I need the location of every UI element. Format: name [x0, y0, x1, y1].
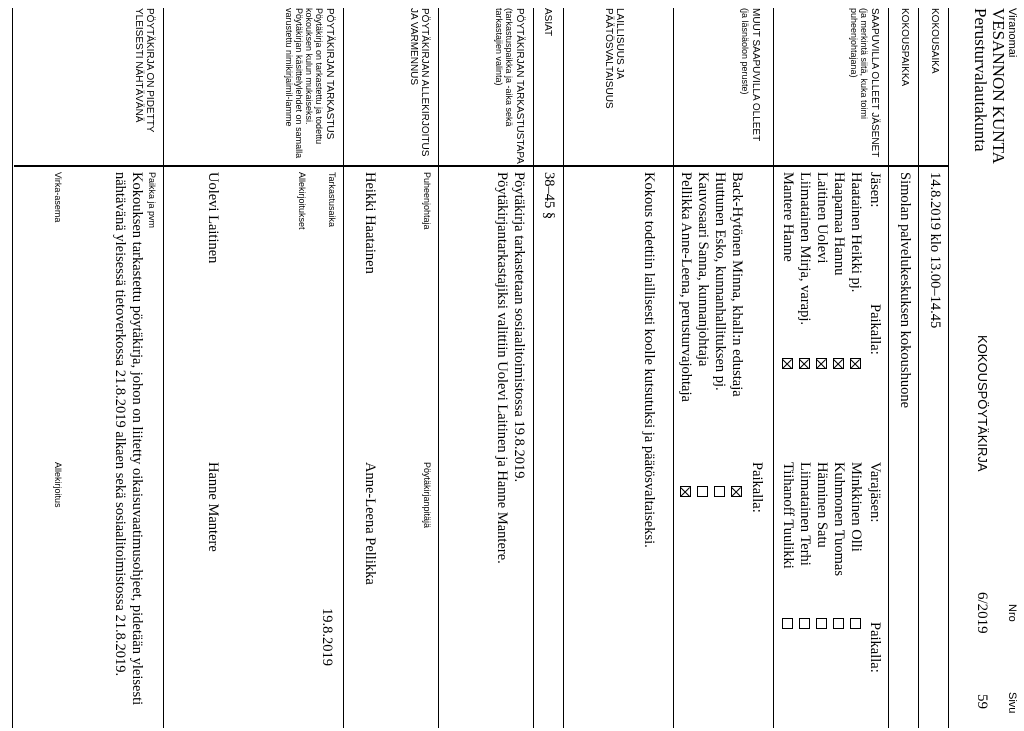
members-label: [849, 8, 880, 166]
member-present-checkbox[interactable]: [799, 358, 810, 369]
review-method-label: [494, 8, 525, 166]
secretary-role: Pöytäkirjanpitäjä: [422, 462, 432, 529]
member-name: Haatainen Heikki pj.: [848, 172, 864, 293]
deputy-present-checkbox[interactable]: [833, 618, 844, 629]
member-present-checkbox[interactable]: [833, 358, 844, 369]
document-title: KOKOUSPÖYTÄKIRJA: [975, 335, 990, 472]
deputy-col-header: Varajäsen:: [867, 462, 883, 523]
meeting-place-value: Simolan palvelukeskuksen kokoushuone: [897, 172, 913, 409]
other-attendee: Huttunen Esko, kunnanhallituksen pj.: [712, 172, 728, 391]
inspection-label-text: PÖYTÄKIRJAN TARKASTUS: [324, 8, 335, 140]
sivu-label: Sivu: [1006, 692, 1018, 714]
place-date-label: Paikka ja pvm: [147, 172, 157, 229]
other-attendee: Back-Hytönen Minna, khall:n edustaja: [729, 172, 745, 397]
deputy-present-checkbox[interactable]: [799, 618, 810, 629]
review-method-line2: Pöytäkirjantarkastajiksi valittiin Uolevi Laitinen ja Hanne Mantere.: [494, 172, 510, 564]
other-present-checkbox[interactable]: [680, 486, 691, 497]
deputy-present-checkbox[interactable]: [850, 618, 861, 629]
others-sublabel: (ja läsnäolon peruste): [740, 8, 750, 95]
members-sublabel: (ja merkintä siitä, kuka toimi puheenjohtajana): [849, 8, 869, 120]
authority-label: Viranomai: [1006, 8, 1018, 58]
items-label: ASIAT: [542, 8, 553, 37]
inspection-signatures-label: Allekirjoitukset: [297, 172, 307, 230]
chair-role: Puheenjohtaja: [422, 172, 432, 230]
meeting-place-label: KOKOUSPAIKKA: [899, 8, 910, 87]
other-present-checkbox[interactable]: [714, 486, 725, 497]
department-name: Perusturvalautakunta: [971, 8, 990, 152]
member-name: Liimatainen Mirja, varapj.: [797, 172, 813, 326]
review-method-sublabel: (tarkastuspaikka ja -aika sekä tarkastajien valinta): [494, 8, 514, 127]
public-display-text: Kokouksen tarkastettu pöytäkirja, johon on liitetty oikaisuvaatimusohjeet, pidetään yleisesti nähtävänä yleisessä tietoverkossa 21.8.2019 alkaen sekä sosiaalitoimistossa 21.8.2019.: [112, 172, 145, 706]
members-col-header: Jäsen:: [867, 172, 883, 208]
meeting-time-value: 14.8.2019 klo 13.00–14.45: [927, 172, 943, 329]
member-present-checkbox[interactable]: [850, 358, 861, 369]
deputy-name: Tiihanoff Tuulikki: [780, 462, 796, 569]
meeting-time-label: KOKOUSAIKA: [929, 8, 940, 74]
other-attendee: Pellikka Anne-Leena, perusturvajohtaja: [678, 172, 694, 402]
review-method-label-text: PÖYTÄKIRJAN TARKASTUSTAPA: [514, 8, 525, 164]
other-attendee: Kauvosaari Sanna, kunnanjohtaja: [695, 172, 711, 367]
chair-name: Heikki Haatainen: [362, 172, 378, 274]
inspection-label: [284, 8, 335, 166]
other-present-checkbox[interactable]: [731, 486, 742, 497]
member-name: Laitinen Uolevi: [814, 172, 830, 264]
nro-value: 6/2019: [974, 592, 990, 634]
members-col-present: Paikalla:: [867, 304, 883, 355]
others-label-text: MUUT SAAPUVILLA OLLEET: [750, 8, 761, 142]
sivu-value: 59: [974, 694, 990, 709]
secretary-name: Anne-Leena Pellikka: [362, 462, 378, 585]
section-legality: [563, 8, 674, 728]
inspection-time-label: Tarkastusaika: [327, 172, 337, 228]
section-others-present: [673, 8, 774, 728]
items-value: 38–45 §: [541, 172, 557, 220]
section-members-present: [773, 8, 889, 728]
section-meeting-place: [888, 8, 919, 728]
inspector-2-name: Hanne Mantere: [205, 462, 221, 552]
section-meeting-time: [918, 8, 949, 728]
deputy-presence-list: [779, 618, 864, 631]
deputy-present-checkbox[interactable]: [816, 618, 827, 629]
deputy-name: Minkkinen Olli: [848, 462, 864, 552]
member-name: Haapamaa Hannu: [831, 172, 847, 276]
other-present-checkbox[interactable]: [697, 486, 708, 497]
section-review-method: [438, 8, 534, 728]
legality-value: Kokous todettiin laillisesti koolle kutsutuksi ja päätösvaltaiseksi.: [641, 172, 657, 548]
others-list: [677, 172, 745, 402]
official-position-label: Virka-asema: [53, 172, 63, 223]
deputy-list: [779, 462, 864, 576]
inspection-sublabel: Pöytäkirja on tarkastettu ja todettu kokouksen kulun mukaiseksi. Pöytäkirjan käsittelylehdet on samalla varustettu nimikirjaimil-lamme: [284, 8, 324, 159]
member-present-checkbox[interactable]: [816, 358, 827, 369]
legality-label: LAILLISUUS JA PÄÄTÖSVALTAISUUS: [603, 8, 625, 109]
deputy-present-checkbox[interactable]: [782, 618, 793, 629]
section-signatures: [343, 8, 439, 728]
member-present-checkbox[interactable]: [782, 358, 793, 369]
review-method-line1: Pöytäkirja tarkastetaan sosiaalitoimistossa 19.8.2019.: [511, 172, 527, 483]
nro-label: Nro: [1006, 604, 1018, 622]
deputy-name: Liimatainen Terhi: [797, 462, 813, 566]
section-items: [533, 8, 564, 728]
others-presence-list: [677, 486, 745, 499]
inspector-1-name: Uolevi Laitinen: [205, 172, 221, 264]
section-public-display: [12, 8, 164, 728]
member-presence-list: [779, 358, 864, 371]
section-inspection: [163, 8, 344, 728]
member-name: Mantere Hanne: [780, 172, 796, 262]
member-list: [779, 172, 864, 325]
others-col-present: Paikalla:: [749, 462, 765, 513]
signatures-label: PÖYTÄKIRJAN ALLEKIRJOITUS JA VARMENNUS: [408, 8, 430, 157]
deputy-name: Hänninen Satu: [814, 462, 830, 548]
deputy-name: Kuhmonen Tuomas: [831, 462, 847, 577]
municipality-name: VESANNON KUNTA: [989, 8, 1008, 164]
members-label-text: SAAPUVILLA OLLEET JÄSENET: [869, 8, 880, 158]
inspection-date: 19.8.2019: [319, 608, 335, 666]
deputy-col-present: Paikalla:: [867, 622, 883, 673]
public-display-label: PÖYTÄKIRJA ON PIDETTY YLEISESTI NÄHTÄVÄNÄ: [133, 8, 155, 133]
others-label: [740, 8, 761, 166]
certification-signature-label: Allekirjoitus: [53, 462, 63, 508]
